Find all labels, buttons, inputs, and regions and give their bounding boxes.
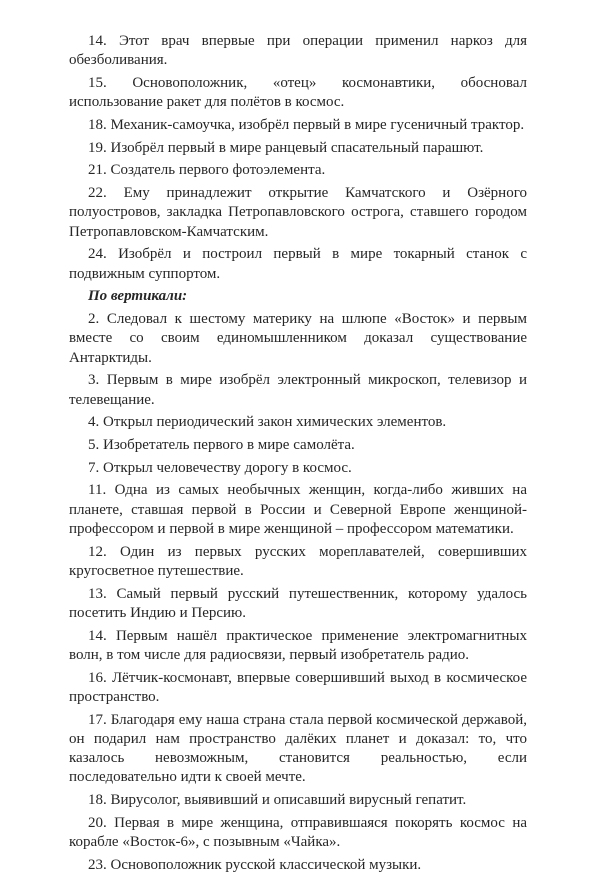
clue-text: Изобрёл первый в мире ранцевый спасательный парашют. — [110, 139, 484, 156]
down-heading: По вертикали: — [88, 288, 188, 305]
clue-down-14 — [69, 627, 527, 666]
clue-down-23 — [69, 856, 527, 875]
clue-number: 13. — [88, 585, 107, 602]
clue-text: Открыл периодический закон химических элементов. — [103, 414, 447, 431]
clue-number: 11. — [88, 482, 107, 499]
clue-number: 16. — [88, 669, 107, 686]
clue-number: 12. — [88, 543, 107, 560]
clue-across-24 — [69, 245, 527, 284]
clue-text: Первым нашёл практическое применение электромагнитных волн, в том числе для радиосвязи, первый изобретатель радио. — [69, 627, 527, 663]
clue-text: Вирусолог, выявивший и описавший вирусный гепатит. — [110, 792, 467, 809]
clue-text: Механик-самоучка, изобрёл первый в мире гусеничный трактор. — [110, 116, 525, 133]
clue-text: Основоположник, «отец» космонавтики, обосновал использование ракет для полётов в космос. — [69, 74, 527, 111]
clue-number: 2. — [88, 310, 100, 327]
clue-text: Лётчик-космонавт, впервые совершивший выход в космическое пространство. — [69, 669, 527, 705]
clue-number: 7. — [88, 459, 100, 476]
crossword-clues-page — [69, 32, 527, 878]
clue-text: Благодаря ему наша страна стала первой космической державой, он подарил нам пространство далёких планет и доказал: то, что казалось невозможным, становится реальностью, если последовательно идти к своей мечте. — [69, 711, 528, 786]
clue-text: Первым в мире изобрёл электронный микроскоп, телевизор и телевещание. — [69, 372, 527, 408]
clue-number: 22. — [88, 185, 107, 202]
clue-number: 19. — [88, 139, 107, 156]
clue-down-12 — [69, 543, 527, 582]
clue-number: 14. — [88, 33, 107, 49]
clue-across-19 — [69, 139, 527, 158]
clue-text: Изобрёл и построил первый в мире токарный станок с подвижным суппортом. — [69, 246, 527, 282]
clue-down-11 — [69, 481, 527, 539]
clue-across-21 — [69, 161, 527, 180]
clue-across-18 — [69, 116, 527, 135]
clue-down-5 — [69, 436, 527, 455]
clue-number: 3. — [88, 372, 100, 389]
clue-text: Создатель первого фотоэлемента. — [110, 162, 326, 179]
clue-down-3 — [69, 371, 527, 410]
clue-number: 17. — [88, 711, 107, 728]
clue-text: Следовал к шестому материку на шлюпе «Восток» и первым вместе со своим единомышленником доказал существование Антарктиды. — [69, 310, 528, 366]
clue-text: Одна из самых необычных женщин, когда-либо живших на планете, ставшая первой в России и Северной Европе женщиной-профессором и первой в мире женщиной – профессором математики. — [69, 482, 527, 537]
clue-text: Первая в мире женщина, отправившаяся покорять космос на корабле «Восток-6», с позывным «Чайка». — [69, 814, 528, 851]
clue-down-13 — [69, 585, 527, 624]
clue-number: 21. — [88, 162, 107, 179]
clue-text: Этот врач впервые при операции применил наркоз для обезболивания. — [69, 33, 527, 69]
clue-number: 4. — [88, 414, 100, 431]
clue-number: 20. — [88, 814, 107, 831]
clue-across-15 — [69, 74, 527, 113]
clue-across-22 — [69, 184, 527, 242]
clue-text: Изобретатель первого в мире самолёта. — [103, 436, 355, 453]
clue-down-16 — [69, 669, 527, 708]
clue-text: Один из первых русских мореплавателей, совершивших кругосветное путешествие. — [69, 543, 527, 579]
clue-down-7 — [69, 459, 527, 478]
clue-text: Открыл человечеству дорогу в космос. — [103, 459, 352, 476]
clue-across-14 — [69, 32, 527, 71]
clue-down-4 — [69, 413, 527, 432]
clue-text: Ему принадлежит открытие Камчатского и Озёрного полуостровов, закладка Петропавловского острога, ставшего городом Петропавловском-Камчатским. — [69, 185, 527, 240]
clue-down-20 — [69, 814, 527, 853]
clue-number: 5. — [88, 436, 100, 453]
clue-text: Основоположник русской классической музыки. — [110, 856, 422, 873]
clue-number: 18. — [88, 792, 107, 809]
clue-number: 24. — [88, 246, 107, 263]
clue-number: 14. — [88, 627, 107, 644]
clue-number: 18. — [88, 116, 107, 133]
clue-text: Самый первый русский путешественник, которому удалось посетить Индию и Персию. — [69, 585, 527, 621]
clue-number: 15. — [88, 74, 107, 91]
clue-down-2 — [69, 310, 527, 368]
clue-down-18 — [69, 791, 527, 810]
clue-down-17 — [69, 711, 527, 788]
clue-number: 23. — [88, 856, 107, 873]
